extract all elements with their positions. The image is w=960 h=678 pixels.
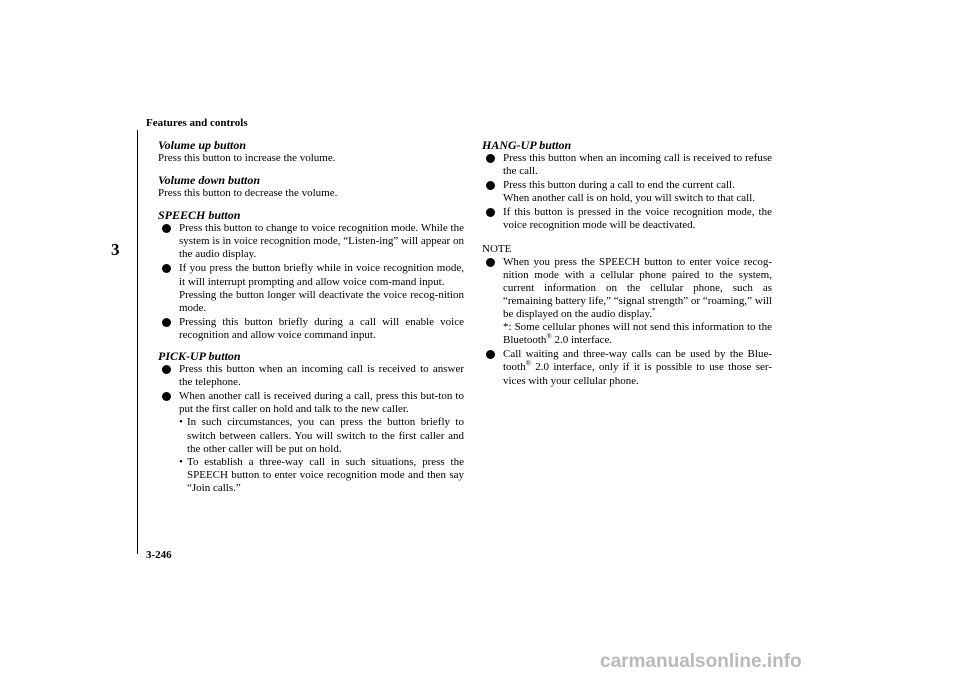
- volume-down-text: Press this button to decrease the volume.: [158, 187, 338, 200]
- watermark: carmanualsonline.info: [600, 651, 802, 672]
- hangup-list: [482, 152, 772, 233]
- note-list: [482, 256, 772, 388]
- bullet-icon: [486, 258, 495, 267]
- list-item: Press this button when an incoming call is received to answer the telephone.: [158, 363, 464, 389]
- running-header: Features and controls: [146, 117, 248, 129]
- bullet-icon: [486, 350, 495, 359]
- list-item: Press this button during a call to end the current call. When another call is on hold, you will switch to that call.: [482, 179, 772, 205]
- pickup-list: [158, 363, 464, 495]
- list-item: When you press the SPEECH button to enter voice recog-nition mode with a cellular phone paired to the system, current information on the cellular phone, such as “remaining battery life,” “signal strength” or “roaming,” will be displayed on the audio display.* *: Some cellular phones will not send this information to the Bluetooth® 2.0 interface.: [482, 256, 772, 348]
- list-item: If this button is pressed in the voice recognition mode, the voice recognition mode will be deactivated.: [482, 206, 772, 232]
- bullet-icon: [162, 392, 171, 401]
- volume-down-heading: Volume down button: [158, 173, 261, 188]
- list-item: Press this button to change to voice recognition mode. While the system is in voice recognition mode, “Listen-ing” will appear on the audio display.: [158, 222, 464, 261]
- volume-up-heading: Volume up button: [158, 138, 247, 152]
- bullet-icon: [162, 365, 171, 374]
- sub-item: • In such circumstances, you can press the button briefly to switch between callers. You will switch to the first caller and the other caller will be put on hold.: [179, 416, 464, 455]
- bullet-icon: [486, 181, 495, 190]
- bullet-icon: [486, 154, 495, 163]
- speech-list: [158, 222, 464, 342]
- bullet-icon: [162, 264, 171, 273]
- list-item: Press this button when an incoming call is received to refuse the call.: [482, 152, 772, 178]
- hangup-heading: HANG-UP button: [482, 138, 572, 152]
- list-item: Pressing this button briefly during a call will enable voice recognition and allow voice command input.: [158, 316, 464, 342]
- list-item: Call waiting and three-way calls can be used by the Blue-tooth® 2.0 interface, only if it is possible to use those ser-vices with your cellular phone.: [482, 348, 772, 387]
- volume-up-text: Press this button to increase the volume.: [158, 152, 336, 164]
- chapter-tab-number: 3: [111, 240, 120, 259]
- page-number: 3-246: [146, 549, 172, 561]
- chapter-divider-line: [137, 130, 138, 554]
- sub-item: • To establish a three-way call in such situations, press the SPEECH button to enter voice recognition mode and then say “Join calls.”: [179, 455, 464, 494]
- right-column: [482, 138, 772, 391]
- speech-heading: SPEECH button: [158, 208, 241, 223]
- pickup-heading: PICK-UP button: [158, 349, 241, 364]
- list-item: If you press the button briefly while in voice recognition mode, it will interrupt prompting and allow voice com-mand input. Pressing the button longer will deactivate the voice recog-nition mode.: [158, 262, 464, 314]
- bullet-icon: [486, 208, 495, 217]
- bullet-icon: [162, 224, 171, 233]
- bullet-icon: [162, 318, 171, 327]
- left-column: [158, 138, 464, 498]
- note-label: NOTE: [482, 242, 512, 255]
- list-item: When another call is received during a call, press this but-ton to put the first caller on hold and talk to the new caller. • In such circumstances, you can press the button briefly to switch between callers. You will switch to the first caller and the other caller will be put on hold. • To establish a three-way call in such situations, press the SPEECH button to enter voice recognition mode and then say “Join calls.”: [158, 390, 464, 495]
